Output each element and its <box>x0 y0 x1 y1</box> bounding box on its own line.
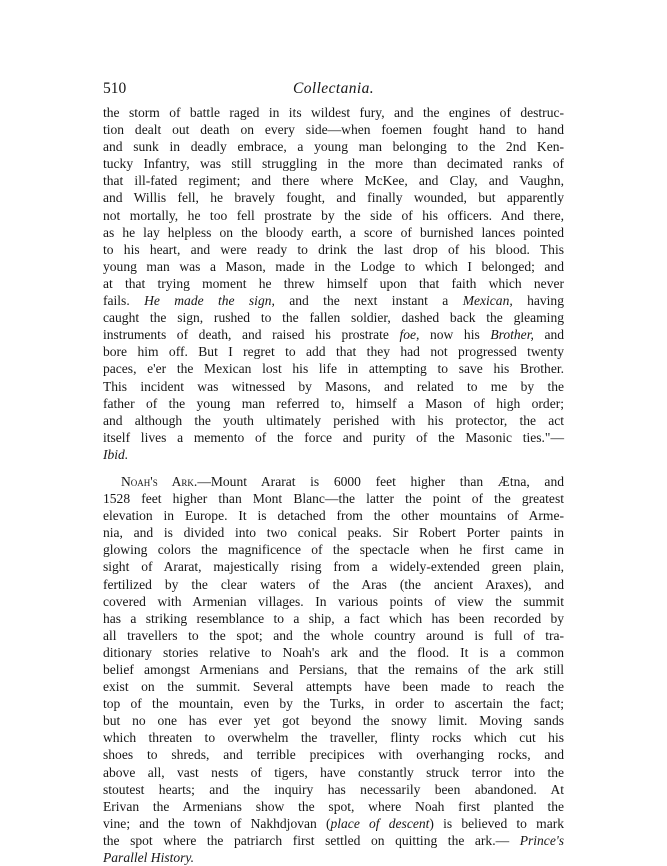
text-line: glowing colors the magnificence of the spectacle when he first came in <box>103 542 564 558</box>
text-run: now his <box>430 327 480 343</box>
text-run: and the next instant a <box>289 293 449 309</box>
italic-phrase: foe, <box>399 327 420 343</box>
section-heading: Noah's Ark. <box>121 473 198 489</box>
text-line: above all, vast nests of tigers, have constantly struck terror into the <box>103 764 564 780</box>
text-line: which threaten to overwhelm the traveller, flinty rocks which cut his <box>103 730 564 746</box>
text-line: to his heart, and were ready to drink the last drop of his blood. This <box>103 241 564 257</box>
text-run: ) is believed to mark <box>429 815 564 831</box>
text-line: and sunk in deadly embrace, a young man belonging to the 2nd Ken- <box>103 139 564 155</box>
paragraph-masonic-story <box>103 104 564 463</box>
running-title: Collectania. <box>293 80 374 97</box>
running-head <box>103 80 564 104</box>
text-run: vine; and the town of Nakhdjovan ( <box>103 815 331 831</box>
text-line: stoutest hearts; and the inquiry has necessarily been abandoned. At <box>103 781 564 797</box>
source-citation: Ibid. <box>103 446 129 462</box>
text-line <box>103 326 564 343</box>
text-run: the spot where the patriarch first settled on quitting the ark.— <box>103 832 510 848</box>
text-line: not mortally, he too fell prostrate by the side of his officers. And there, <box>103 207 564 223</box>
source-citation: Parallel History. <box>103 850 195 866</box>
text-run: having <box>527 293 564 309</box>
text-run: instruments of death, and raised his prostrate <box>103 327 389 343</box>
paragraph-noahs-ark <box>103 473 564 866</box>
text-line: elevation in Europe. It is detached from the other mountains of Arme- <box>103 508 564 524</box>
text-line: has a striking resemblance to a ship, a fact which has been recorded by <box>103 610 564 626</box>
italic-phrase: Mexican, <box>462 293 513 309</box>
paragraph-gap <box>103 463 564 473</box>
text-line: all travellers to the spot; and the whole country around is full of tra- <box>103 627 564 643</box>
text-line <box>103 473 564 490</box>
text-line: covered with Armenian villages. In various points of view the summit <box>103 593 564 609</box>
text-line: paces, e'er the Mexican lost his life in attempting to save his Brother. <box>103 361 564 377</box>
text-line: tion dealt out death on every side—when foemen fought hand to hand <box>103 122 564 138</box>
text-line: bore him off. But I regret to add that they had not progressed twenty <box>103 344 564 360</box>
text-line: exist on the summit. Several attempts have been made to reach the <box>103 679 564 695</box>
text-line: young man was a Mason, made in the Lodge to which I belonged; and <box>103 258 564 274</box>
text-line: sight of Ararat, majestically rising from a widely-extended green plain, <box>103 559 564 575</box>
text-run: fails. <box>103 293 130 309</box>
text-line: ditionary stories relative to Noah's ark and the flood. It is a common <box>103 644 564 660</box>
text-line: the storm of battle raged in its wildest fury, and the engines of destruc- <box>103 105 564 120</box>
text-line: father of the young man referred to, himself a Mason of high order; <box>103 395 564 411</box>
text-line: as he lay helpless on the bloody earth, a score of burnished lances pointed <box>103 224 564 240</box>
text-line: itself lives a memento of the force and purity of the Masonic ties."— <box>103 429 564 445</box>
italic-phrase: place of descent <box>330 815 430 831</box>
text-line: nia, and is divided into two conical peaks. Sir Robert Porter paints in <box>103 525 564 541</box>
text-line <box>103 832 564 849</box>
italic-phrase: Brother, <box>490 327 534 343</box>
book-page <box>103 80 564 866</box>
source-citation: Prince's <box>519 832 564 848</box>
text-line <box>103 446 564 463</box>
text-line: This incident was witnessed by Masons, and related to me by the <box>103 378 564 394</box>
text-line: that ill-fated regiment; and there where McKee, and Clay, and Vaughn, <box>103 173 564 189</box>
text-line: top of the mountain, even by the Turks, in order to ascertain the fact; <box>103 696 564 712</box>
text-line: at that trying moment he threw himself upon that faith which never <box>103 275 564 291</box>
text-line: fertilized by the clear waters of the Aras (the ancient Araxes), and <box>103 576 564 592</box>
text-line: caught the sign, rushed to the fallen soldier, dashed back the gleaming <box>103 310 564 326</box>
text-line: belief amongst Armenians and Persians, that the remains of the ark still <box>103 662 564 677</box>
text-line: Erivan the Armenians show the spot, where Noah first planted the <box>103 798 564 814</box>
text-line <box>103 815 564 832</box>
page-number: 510 <box>103 80 127 97</box>
text-line: tucky Infantry, was still struggling in the more than decimated ranks of <box>103 156 564 172</box>
text-line: and although the youth ultimately perished with his protector, the act <box>103 412 564 428</box>
text-line <box>103 849 564 866</box>
text-line: and Willis fell, he bravely fought, and finally wounded, but apparently <box>103 190 564 206</box>
italic-phrase: He made the sign, <box>144 293 275 309</box>
text-line <box>103 292 564 309</box>
text-line: shoes to shreds, and terrible precipices with overhanging rocks, and <box>103 747 564 763</box>
text-run: and <box>544 327 565 343</box>
text-line: 1528 feet higher than Mont Blanc—the latter the point of the greatest <box>103 491 564 507</box>
text-run: —Mount Ararat is 6000 feet higher than Ætna, and <box>197 473 564 489</box>
text-line: but no one has ever yet got beyond the snowy limit. Moving sands <box>103 713 564 729</box>
